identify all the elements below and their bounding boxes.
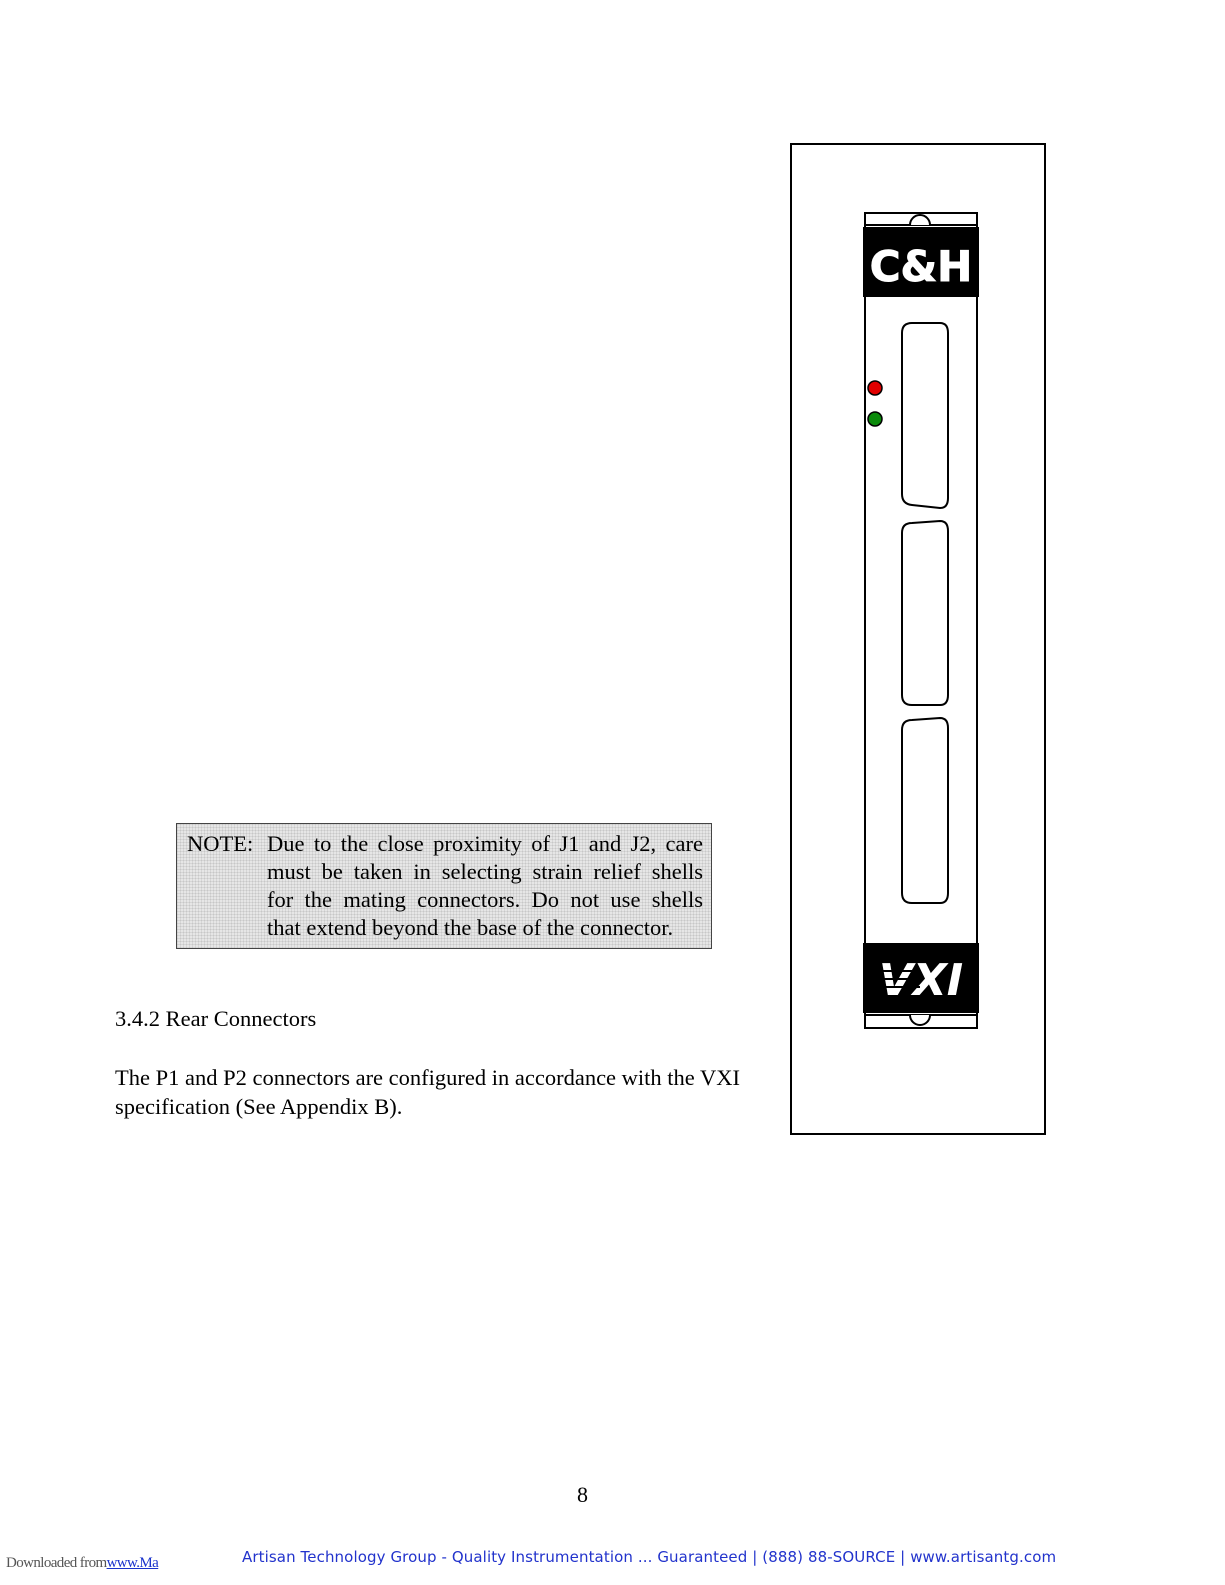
connector-j3 xyxy=(902,718,948,903)
paragraph-line: specification (See Appendix B). xyxy=(115,1094,403,1119)
paragraph-line: The P1 and P2 connectors are configured in accordance with the VXI xyxy=(115,1065,740,1090)
svg-text:VXI: VXI xyxy=(878,955,964,1006)
downloaded-prefix: Downloaded from xyxy=(6,1555,107,1571)
status-led-red xyxy=(868,381,882,395)
artisan-banner-link[interactable]: Artisan Technology Group - Quality Instrumentation ... Guaranteed | (888) 88-SOURCE | www.artisantg.com xyxy=(242,1548,1057,1566)
downloaded-from xyxy=(6,1555,238,1572)
note-line: Due to the close proximity of J1 and J2, care xyxy=(267,831,703,856)
connector-j1 xyxy=(902,323,948,508)
note-label: NOTE: xyxy=(187,831,254,856)
note-line: must be taken in selecting strain relief shells xyxy=(267,859,703,884)
ch-logo: C&H xyxy=(869,242,973,291)
section-heading: 3.4.2 Rear Connectors xyxy=(115,1006,317,1031)
section-paragraph xyxy=(115,1063,740,1121)
page-number: 8 xyxy=(577,1482,588,1507)
status-led-green xyxy=(868,412,882,426)
downloaded-link[interactable]: www.Ma xyxy=(106,1555,159,1571)
note-box xyxy=(176,823,712,949)
vxi-logo xyxy=(870,955,963,1006)
connector-j2 xyxy=(902,521,948,705)
front-panel-diagram xyxy=(790,143,1048,1138)
note-line: for the mating connectors. Do not use shells xyxy=(267,887,703,912)
note-line: that extend beyond the base of the connector. xyxy=(267,915,674,940)
